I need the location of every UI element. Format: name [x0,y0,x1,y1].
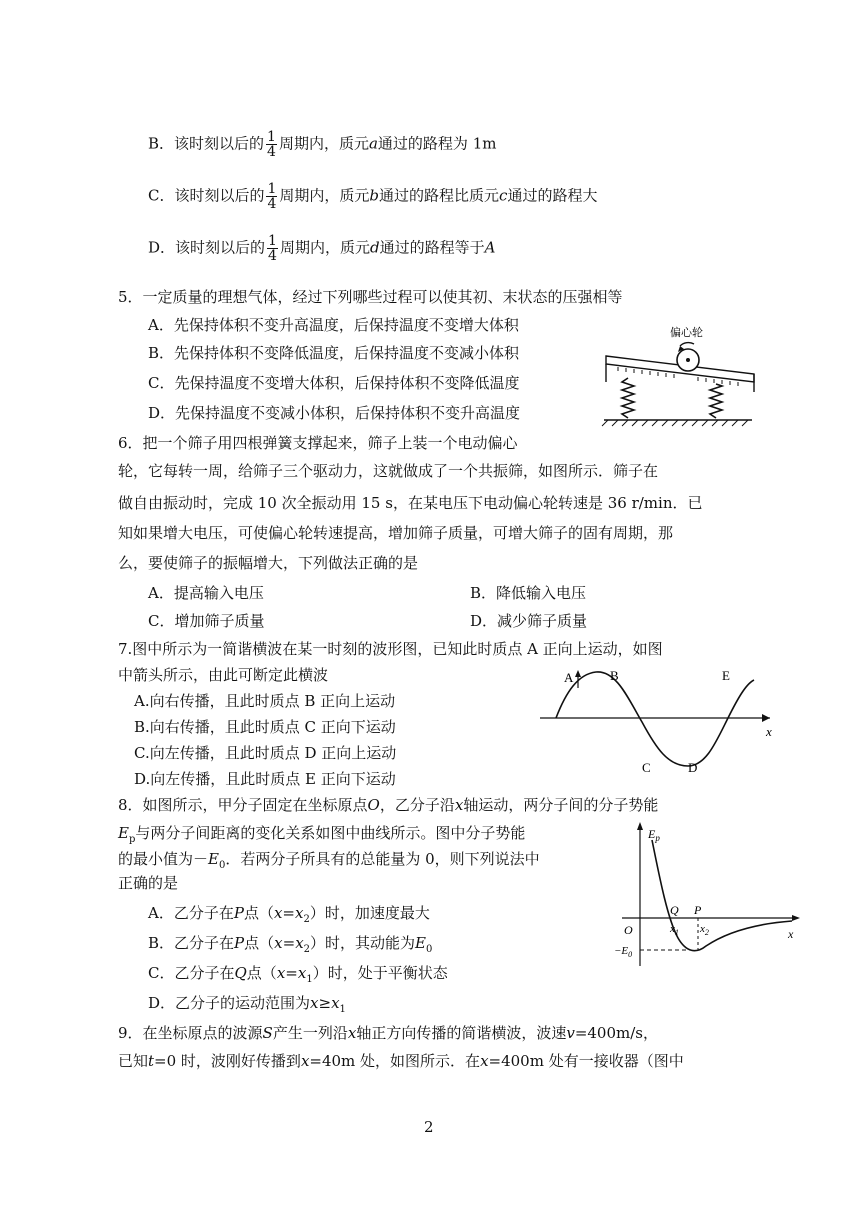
q9-line-2: 已知t=0 时，波刚好传播到x=40m 处，如图所示．在x=400m 处有一接收器（图中 [118,1052,684,1070]
point-q-label: Q [670,903,679,917]
q6-option-c: C．增加筛子质量 [148,612,265,630]
fraction: $\frac{1}{4}$ [267,181,277,212]
q7-option-b: B.向右传播，且此时质点 C 正向下运动 [134,718,396,736]
x-axis-label: x [766,724,772,739]
q7-option-c: C.向左传播，且此时质点 D 正向上运动 [134,744,397,762]
q8-option-b: B．乙分子在P点$(x=x_2)$时，其动能为$E_0$ [148,934,433,955]
q5-option-b: B．先保持体积不变降低温度，后保持温度不变减小体积 [148,344,520,362]
point-c-label: C [642,760,651,775]
q8-line-1: 8．如图所示，甲分子固定在坐标原点O，乙分子沿x轴运动，两分子间的分子势能 [118,796,659,814]
q6-option-b: B．降低输入电压 [470,584,587,602]
q7-option-d: D.向左传播，且此时质点 E 正向下运动 [134,770,396,788]
q9-line-1: 9．在坐标原点的波源S产生一列沿x轴正方向传播的简谐横波，波速v=400m/s， [118,1024,658,1042]
point-a-label: A [564,670,574,685]
q4-option-b: B．该时刻以后的 $\frac{1}{4}$ 周期内，质元a通过的路程为 1m [148,129,497,160]
q8-option-d: D．乙分子的运动范围为$x\ge x_1$ [148,994,346,1015]
q8-line-2: $E_p$与两分子间距离的变化关系如图中曲线所示。图中分子势能 [118,824,526,845]
q5-option-a: A．先保持体积不变升高温度，后保持温度不变增大体积 [148,316,519,334]
origin-label: O [624,923,633,937]
point-d-label: D [688,760,698,775]
q4-option-c: C．该时刻以后的 $\frac{1}{4}$ 周期内，质元b通过的路程比质元c通过的路程大 [148,181,598,212]
q6-option-a: A．提高输入电压 [148,584,264,602]
point-e-label: E [722,668,730,683]
q5-option-d: D．先保持温度不变减小体积，后保持体积不变升高温度 [148,404,521,422]
eccentric-wheel-label: 偏心轮 [670,327,703,339]
q7-line-1: 7.图中所示为一简谐横波在某一时刻的波形图，已知此时质点 A 正向上运动，如图 [118,640,663,658]
q8-line-4: 正确的是 [118,874,179,892]
q6-line-1: 6．把一个筛子用四根弹簧支撑起来，筛子上装一个电动偏心 [118,434,518,452]
q7-option-a: A.向右传播，且此时质点 B 正向上运动 [134,692,396,710]
q8-option-a: A．乙分子在P点$(x=x_2)$时，加速度最大 [148,904,430,925]
point-b-label: B [610,668,619,683]
potential-energy-figure [612,820,802,970]
q5-stem: 5．一定质量的理想气体，经过下列哪些过程可以使其初、末状态的压强相等 [118,288,623,306]
q4-option-d: D．该时刻以后的 $\frac{1}{4}$ 周期内，质元d通过的路程等于A [148,233,496,264]
q8-line-3: 的最小值为$-E_0$．若两分子所具有的总能量为 0，则下列说法中 [118,850,540,871]
point-p-label: P [694,903,702,917]
q6-line-2: 轮，它每转一周，给筛子三个驱动力，这就做成了一个共振筛，如图所示．筛子在 [118,462,659,480]
q5-option-c: C．先保持温度不变增大体积，后保持体积不变降低温度 [148,374,520,392]
fraction: $\frac{1}{4}$ [268,233,277,264]
minus-e0-label: $-E_0$ [614,945,633,959]
q6-line-5: 么，要使筛子的振幅增大，下列做法正确的是 [118,554,419,572]
ep-axis-label: $E_p$ [648,827,660,843]
q6-line-4: 知如果增大电压，可使偏心轮转速提高，增加筛子质量，可增大筛子的固有周期，那 [118,524,674,542]
x2-label: $x_2$ [700,923,709,937]
fraction: $\frac{1}{4}$ [267,129,276,160]
q6-option-d: D．减少筛子质量 [470,612,588,630]
q8-option-c: C．乙分子在Q点$(x=x_1)$时，处于平衡状态 [148,964,448,985]
resonance-sieve-figure [598,322,758,428]
x-axis-label: x [788,927,794,941]
x1-label: $x_1$ [670,923,679,937]
q7-line-2: 中箭头所示，由此可断定此横波 [118,666,329,684]
page-number: 2 [424,1118,434,1136]
q6-line-3: 做自由振动时，完成 10 次全振动用 15 s，在某电压下电动偏心轮转速是 36 r/min．已 [118,494,703,512]
wave-figure [538,662,778,780]
